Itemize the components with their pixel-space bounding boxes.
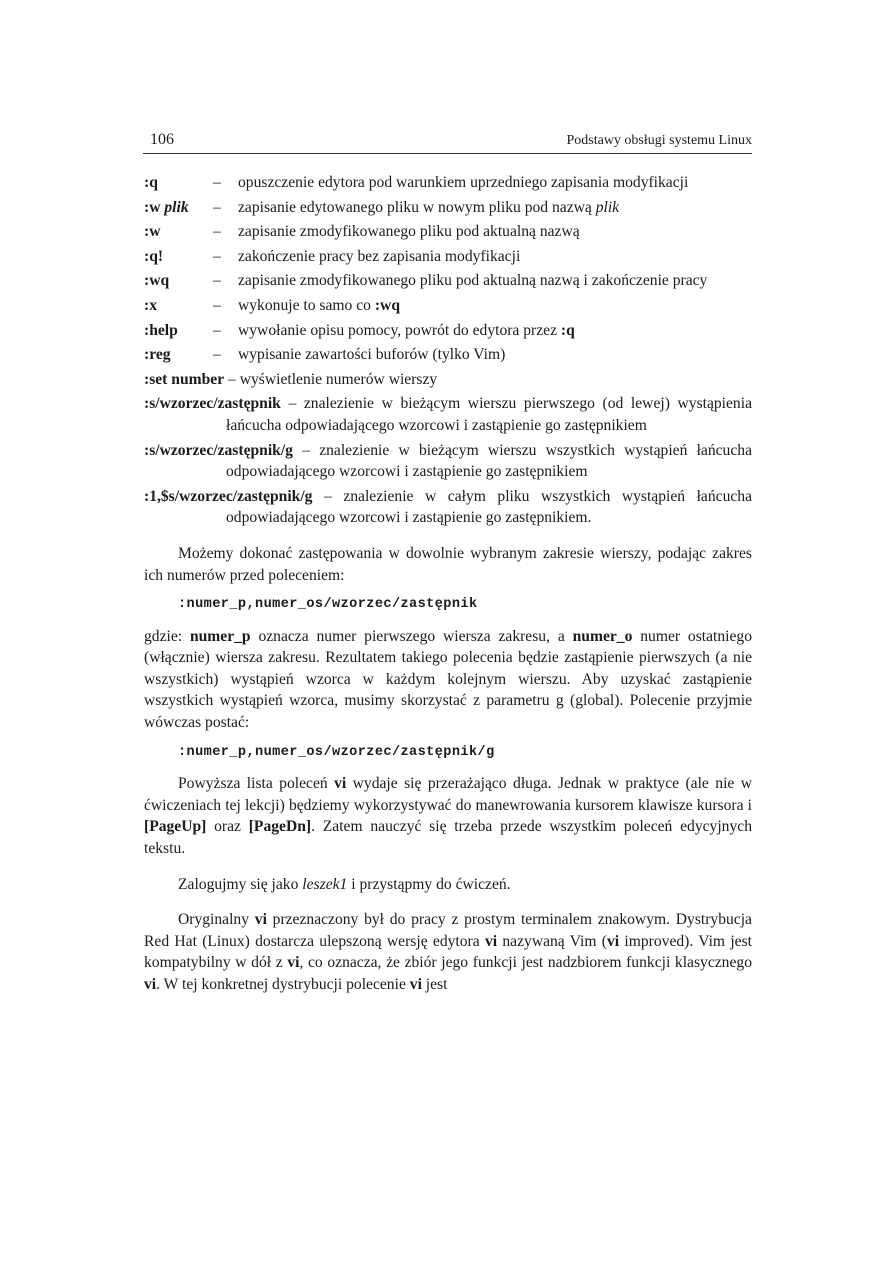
command-description: zapisanie zmodyfikowanego pliku pod aktualną nazwą	[238, 223, 580, 241]
paragraph-login: Zalogujmy się jako leszek1 i przystąpmy do ćwiczeń.	[178, 875, 511, 893]
command-row	[144, 221, 752, 243]
command-name: :help	[144, 321, 178, 339]
paragraph-practice: Powyższa lista poleceń vi wydaje się przerażająco długa. Jednak w praktyce (ale nie w ćwiczeniach tej lekcji) będziemy wykorzystywać do manewrowania kursorem klawisze kursora i [PageUp] oraz [PageDn]. Zatem nauczyć się trzeba przede wszystkim poleceń edycyjnych tekstu.	[144, 775, 753, 858]
dash: –	[213, 174, 221, 191]
page-number: 106	[150, 131, 174, 148]
command-name: :reg	[144, 346, 171, 364]
dash: –	[213, 223, 221, 241]
dash: –	[213, 321, 221, 339]
command-description: opuszczenie edytora pod warunkiem uprzedniego zapisania modyfikacji	[238, 174, 689, 191]
long-command: :s/wzorzec/zastępnik – znalezienie w bieżącym wierszu pierwszego (od lewej) wystąpienia łańcucha odpowiadającego wzorcowi i zastąpienie go zastępnikiem	[144, 395, 752, 434]
command-row	[144, 172, 752, 194]
running-header	[143, 131, 752, 154]
code-example: :numer_p,numer_os/wzorzec/zastępnik/g	[178, 744, 495, 760]
command-row	[144, 344, 752, 366]
code-example: :numer_p,numer_os/wzorzec/zastępnik	[178, 597, 478, 613]
paragraph-vim: Oryginalny vi przeznaczony był do pracy z prostym terminalem znakowym. Dystrybucja Red Hat (Linux) dostarcza ulepszoną wersję edytora vi nazywaną Vim (vi improved). Vim jest kompatybilny w dół z vi, co oznacza, że zbiór jego funkcji jest nadzbiorem funkcji klasycznego vi. W tej konkretnej dystrybucji polecenie vi jest	[144, 911, 752, 993]
long-command: :set number – wyświetlenie numerów wierszy	[144, 370, 438, 388]
command-name: :wq	[144, 272, 170, 290]
dash: –	[213, 247, 221, 265]
command-row	[144, 197, 752, 219]
command-name: :w plik	[144, 198, 189, 216]
command-description: wypisanie zawartości buforów (tylko Vim)	[238, 346, 506, 364]
dash: –	[213, 296, 221, 314]
command-description: zapisanie zmodyfikowanego pliku pod aktualną nazwą i zakończenie pracy	[238, 272, 708, 290]
command-description: zakończenie pracy bez zapisania modyfikacji	[238, 247, 521, 265]
dash: –	[213, 272, 221, 290]
paragraph-explanation: gdzie: numer_p oznacza numer pierwszego wiersza zakresu, a numer_o numer ostatniego (włącznie) wiersza zakresu. Rezultatem takiego polecenia będzie zastąpienie pierwszych (a nie wszystkich) wystąpień wzorca w każdym kolejnym wierszu. Aby uzyskać zastąpienie wszystkich wystąpień wzorca, musimy skorzystać z parametru g (global). Polecenie przyjmie wówczas postać:	[144, 627, 753, 732]
command-description: zapisanie edytowanego pliku w nowym pliku pod nazwą plik	[238, 198, 620, 216]
page-body	[144, 172, 752, 996]
command-name: :x	[144, 296, 157, 314]
running-title: Podstawy obsługi systemu Linux	[566, 133, 752, 148]
command-row	[144, 295, 752, 317]
command-name: :q!	[144, 247, 164, 265]
command-description: wykonuje to samo co :wq	[238, 296, 400, 314]
command-row	[144, 246, 752, 268]
command-row	[144, 270, 752, 292]
command-description: wywołanie opisu pomocy, powrót do edytora przez :q	[238, 321, 575, 339]
long-command: :s/wzorzec/zastępnik/g – znalezienie w bieżącym wierszu wszystkich wystąpień łańcucha odpowiadającego wzorcowi i zastąpienie go zastępnikiem	[144, 441, 752, 481]
dash: –	[213, 346, 221, 364]
command-row	[144, 320, 752, 342]
long-command: :1,$s/wzorzec/zastępnik/g – znalezienie w całym pliku wszystkich wystąpień łańcucha odpowiadającego wzorcowi i zastąpienie go zastępnikiem.	[144, 487, 752, 527]
command-name: :q	[144, 174, 158, 191]
dash: –	[213, 198, 221, 216]
command-name: :w	[144, 223, 161, 241]
paragraph-range: Możemy dokonać zastępowania w dowolnie wybranym zakresie wierszy, podając zakres ich numerów przed poleceniem:	[144, 544, 752, 584]
